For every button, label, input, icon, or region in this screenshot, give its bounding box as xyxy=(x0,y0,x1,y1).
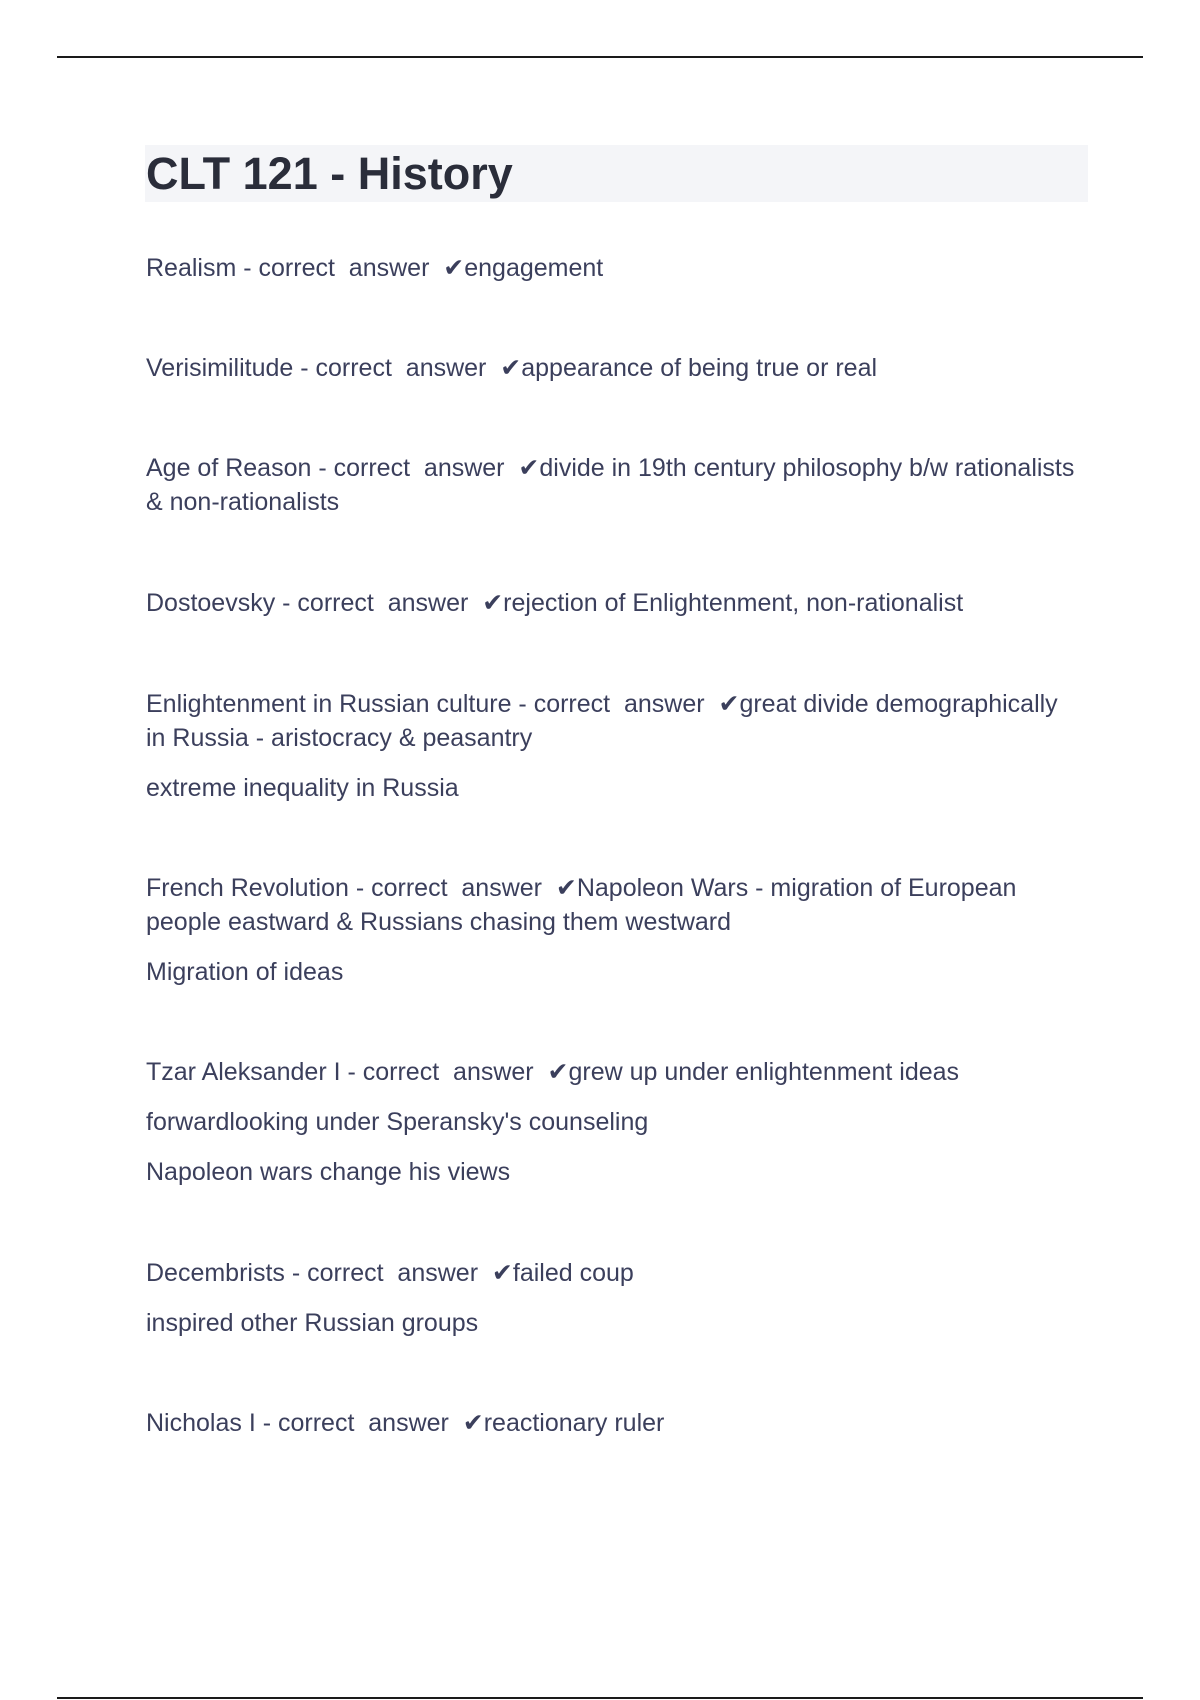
entry-line xyxy=(146,1055,1076,1089)
entry-note: Migration of ideas xyxy=(146,958,344,986)
entry-answer: Napoleon Wars - migration of European people eastward & Russians chasing them westward xyxy=(146,874,1017,936)
entry-note: forwardlooking under Speransky's counseling xyxy=(146,1108,649,1136)
document-title: CLT 121 - History xyxy=(146,148,513,199)
entry-separator: - correct answer ✔ xyxy=(348,874,577,902)
entry-answer: rejection of Enlightenment, non-rationalist xyxy=(503,589,964,617)
entry-line xyxy=(146,251,1076,285)
entry-separator: - correct answer ✔ xyxy=(311,454,540,482)
entry-line xyxy=(146,1406,1076,1440)
entry-nicholas-i xyxy=(146,1406,1076,1440)
entry-answer: engagement xyxy=(464,254,604,282)
entry-enlightenment-russian-culture xyxy=(146,687,1076,805)
entry-term: Tzar Aleksander I xyxy=(146,1058,341,1086)
entry-term: Verisimilitude xyxy=(146,354,294,382)
entry-term: Nicholas I xyxy=(146,1409,256,1437)
entry-term: Dostoevsky xyxy=(146,589,276,617)
entry-french-revolution xyxy=(146,871,1076,989)
entry-note: extreme inequality in Russia xyxy=(146,774,459,802)
entry-line xyxy=(146,451,1076,519)
entry-separator: - correct answer ✔ xyxy=(255,1409,484,1437)
entry-line xyxy=(146,687,1076,755)
entry-term: Decembrists xyxy=(146,1259,285,1287)
entry-separator: - correct answer ✔ xyxy=(293,354,522,382)
entry-answer: grew up under enlightenment ideas xyxy=(568,1058,960,1086)
entry-line xyxy=(146,1256,1076,1290)
entry-separator: - correct answer ✔ xyxy=(236,254,465,282)
entry-answer: reactionary ruler xyxy=(483,1409,665,1437)
entry-term: Enlightenment in Russian culture xyxy=(146,690,512,718)
entry-answer: great divide demographically in Russia - aristocracy & peasantry xyxy=(146,690,1058,752)
entry-separator: - correct answer ✔ xyxy=(284,1259,513,1287)
entry-term: Realism xyxy=(146,254,237,282)
top-rule xyxy=(57,56,1143,58)
entry-verisimilitude xyxy=(146,351,1076,385)
entry-tzar-aleksander-i xyxy=(146,1055,1076,1189)
entry-dostoevsky xyxy=(146,586,1076,620)
entry-answer: appearance of being true or real xyxy=(521,354,878,382)
entry-note: inspired other Russian groups xyxy=(146,1309,479,1337)
entry-line xyxy=(146,871,1076,939)
entry-line xyxy=(146,351,1076,385)
entry-separator: - correct answer ✔ xyxy=(511,690,740,718)
entry-answer: divide in 19th century philosophy b/w rationalists & non-rationalists xyxy=(146,454,1075,516)
entry-line xyxy=(146,586,1076,620)
entry-separator: - correct answer ✔ xyxy=(275,589,504,617)
entry-separator: - correct answer ✔ xyxy=(340,1058,569,1086)
entry-answer: failed coup xyxy=(512,1259,634,1287)
entry-decembrists xyxy=(146,1256,1076,1340)
entry-realism xyxy=(146,251,1076,285)
bottom-rule xyxy=(57,1697,1143,1699)
entry-term: French Revolution xyxy=(146,874,349,902)
entry-age-of-reason xyxy=(146,451,1076,519)
entry-note: Napoleon wars change his views xyxy=(146,1158,511,1186)
entry-term: Age of Reason xyxy=(146,454,312,482)
